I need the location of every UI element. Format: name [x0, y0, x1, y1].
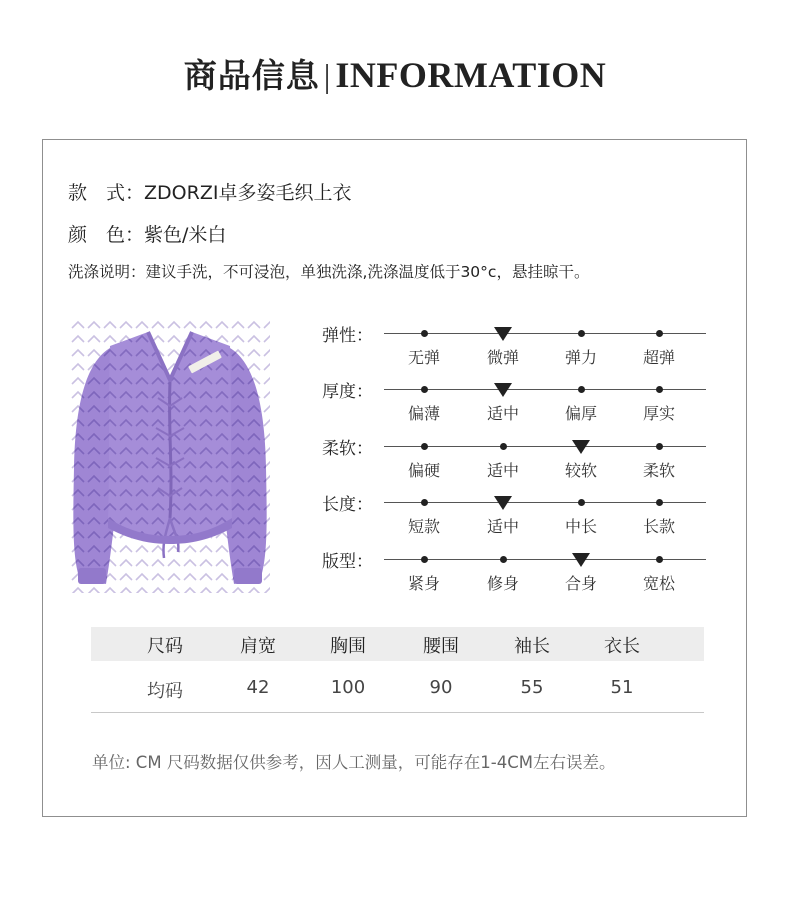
scale-option: 紧身 [407, 574, 440, 593]
scale-label: 版型： [322, 552, 373, 572]
size-header-cell: 胸围 [330, 636, 366, 657]
scale-elasticity [322, 321, 722, 371]
size-header-cell: 腰围 [423, 636, 459, 657]
scale-option: 合身 [564, 574, 597, 593]
scale-option: 较软 [564, 461, 597, 480]
scale-fit [322, 547, 722, 597]
style-label: 款 式： [68, 182, 145, 204]
scale-dot [656, 330, 663, 337]
size-value-cell: 51 [610, 677, 634, 698]
title-cn: 商品信息 [183, 56, 320, 95]
size-header-cell: 袖长 [514, 636, 550, 657]
size-header-cell: 尺码 [147, 636, 183, 657]
sweater-image [70, 318, 270, 593]
scale-dot [578, 499, 585, 506]
color-value: 紫色/米白 [144, 224, 227, 246]
scale-option: 柔软 [642, 461, 675, 480]
scale-dot [578, 386, 585, 393]
scale-option: 适中 [486, 404, 519, 423]
wash-value: 建议手洗，不可浸泡，单独洗涤,洗涤温度低于30°c，悬挂晾干。 [145, 263, 590, 281]
title-en: INFORMATION [335, 55, 607, 95]
scale-option: 中长 [564, 517, 597, 536]
scale-option: 修身 [486, 574, 519, 593]
size-value-cell: 42 [246, 677, 270, 698]
scale-selected-marker [572, 553, 590, 567]
scale-option: 长款 [642, 517, 675, 536]
scale-dot [500, 556, 507, 563]
scale-option: 微弹 [486, 348, 519, 367]
color-label: 颜 色： [68, 224, 145, 246]
scale-label: 厚度： [322, 382, 373, 402]
scale-softness [322, 434, 722, 484]
size-value-cell: 55 [520, 677, 544, 698]
scale-option: 弹力 [564, 348, 597, 367]
scale-thickness [322, 377, 722, 427]
scale-option: 宽松 [642, 574, 675, 593]
size-note: 单位: CM 尺码数据仅供参考，因人工测量，可能存在1-4CM左右误差。 [92, 753, 616, 772]
scale-option: 适中 [486, 461, 519, 480]
scale-option: 厚实 [642, 404, 675, 423]
scale-label: 弹性： [322, 326, 373, 346]
scale-dot [421, 443, 428, 450]
scale-selected-marker [494, 496, 512, 510]
scale-dot [656, 499, 663, 506]
scale-length [322, 490, 722, 540]
scale-label: 柔软： [322, 439, 373, 459]
scale-selected-marker [494, 383, 512, 397]
size-value-cell: 90 [429, 677, 453, 698]
scale-selected-marker [572, 440, 590, 454]
page-title [0, 50, 790, 97]
style-row [68, 178, 351, 205]
wash-row [68, 260, 589, 282]
scale-option: 偏硬 [407, 461, 440, 480]
scale-dot [500, 443, 507, 450]
scale-option: 短款 [407, 517, 440, 536]
scale-option: 超弹 [642, 348, 675, 367]
wash-label: 洗涤说明： [68, 263, 146, 281]
scale-dot [421, 330, 428, 337]
scale-label: 长度： [322, 495, 373, 515]
size-header-cell: 肩宽 [240, 636, 276, 657]
scale-dot [421, 556, 428, 563]
style-value: ZDORZI卓多姿毛织上衣 [144, 182, 352, 204]
scale-option: 偏薄 [407, 404, 440, 423]
scale-dot [421, 499, 428, 506]
scale-dot [656, 443, 663, 450]
scale-dot [656, 386, 663, 393]
scale-option: 偏厚 [564, 404, 597, 423]
size-table-divider [91, 712, 704, 713]
scale-dot [578, 330, 585, 337]
title-separator: | [323, 59, 332, 95]
size-header-cell: 衣长 [604, 636, 640, 657]
size-value-cell: 100 [330, 677, 366, 698]
scale-selected-marker [494, 327, 512, 341]
scale-dot [656, 556, 663, 563]
color-row [68, 220, 226, 247]
scale-option: 无弹 [407, 348, 440, 367]
scale-dot [421, 386, 428, 393]
scale-option: 适中 [486, 517, 519, 536]
size-value-cell: 均码 [147, 681, 183, 702]
